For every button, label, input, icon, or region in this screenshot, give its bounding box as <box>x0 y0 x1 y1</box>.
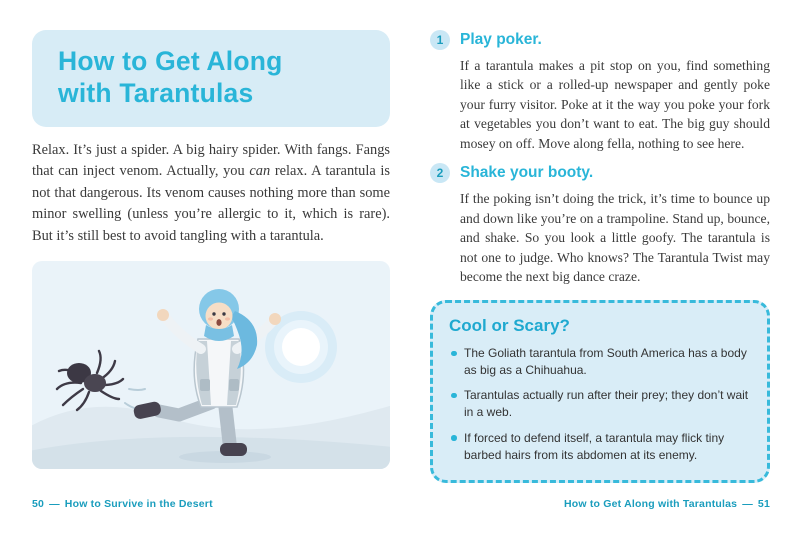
right-page-number: 51 <box>757 498 770 510</box>
tarantula <box>57 351 123 410</box>
intro-text-2: relax. A tarantula is not that dangerous. Its venom causes nothing more than some minor swelling (unless you’re allergic to it, which is rare). But it’s still best to avoid tangling with a tarantula. <box>32 163 390 245</box>
chapter-title <box>58 45 366 110</box>
chapter-title-footer: How to Get Along with Tarantulas <box>563 498 738 510</box>
right-page <box>430 30 770 483</box>
left-page <box>32 30 390 483</box>
step-1-body: If a tarantula makes a pit stop on you, find something like a stick or a rolled-up newspaper and gently poke your furry visitor. Poke at it the way you poke your fork at vegetables you don’t want to eat. The big guy should mosey on off. Move along fella, nothing to see here. <box>460 58 770 151</box>
step-1-header <box>430 30 770 50</box>
fact-box <box>430 300 770 482</box>
step-2-heading: Shake your booty. <box>460 164 594 182</box>
footer-separator: — <box>49 498 60 510</box>
fact-item-3: If forced to defend itself, a tarantula may flick tiny barbed hairs from its abdomen at its enemy. <box>449 430 751 464</box>
chapter-title-line1: How to Get Along <box>58 46 283 76</box>
step-1-heading: Play poker. <box>460 31 542 48</box>
boot-icon <box>220 443 247 456</box>
left-page-footer <box>32 498 213 510</box>
footer-separator: — <box>742 498 753 510</box>
intro-paragraph <box>32 140 390 248</box>
step-1-number-badge: 1 <box>430 30 450 50</box>
fact-item-2: Tarantulas actually run after their prey; they don’t wait in a web. <box>449 387 751 421</box>
right-page-footer <box>564 498 770 510</box>
book-title: How to Survive in the Desert <box>64 498 213 510</box>
step-2-number-badge: 2 <box>430 163 450 183</box>
chapter-title-line2: with Tarantulas <box>58 78 254 109</box>
step-1 <box>430 30 770 153</box>
illustration-svg <box>32 261 390 469</box>
step-2 <box>430 163 770 286</box>
fact-item-1: The Goliath tarantula from South America has a body as big as a Chihuahua. <box>449 345 751 379</box>
intro-text-1: Relax. It’s just a spider. A big hairy spider. With fangs. Fangs that can inject venom. Actually, you <box>32 141 390 180</box>
tarantula-kick-illustration <box>32 261 390 469</box>
fact-list <box>449 345 751 463</box>
intro-italic-word: can <box>249 163 271 180</box>
step-2-header <box>430 163 770 183</box>
fact-box-title: Cool or Scary? <box>449 316 570 336</box>
left-page-number: 50 <box>32 498 45 510</box>
step-2-body: If the poking isn’t doing the trick, it’s time to bounce up and down like you’re on a trampoline. Stand up, bounce, and shake. So you look a little goofy. The tarantula is not one to judge. Who knows? The Tarantula Twist may become the next big dance craze. <box>460 191 770 284</box>
chapter-title-box <box>32 30 390 127</box>
